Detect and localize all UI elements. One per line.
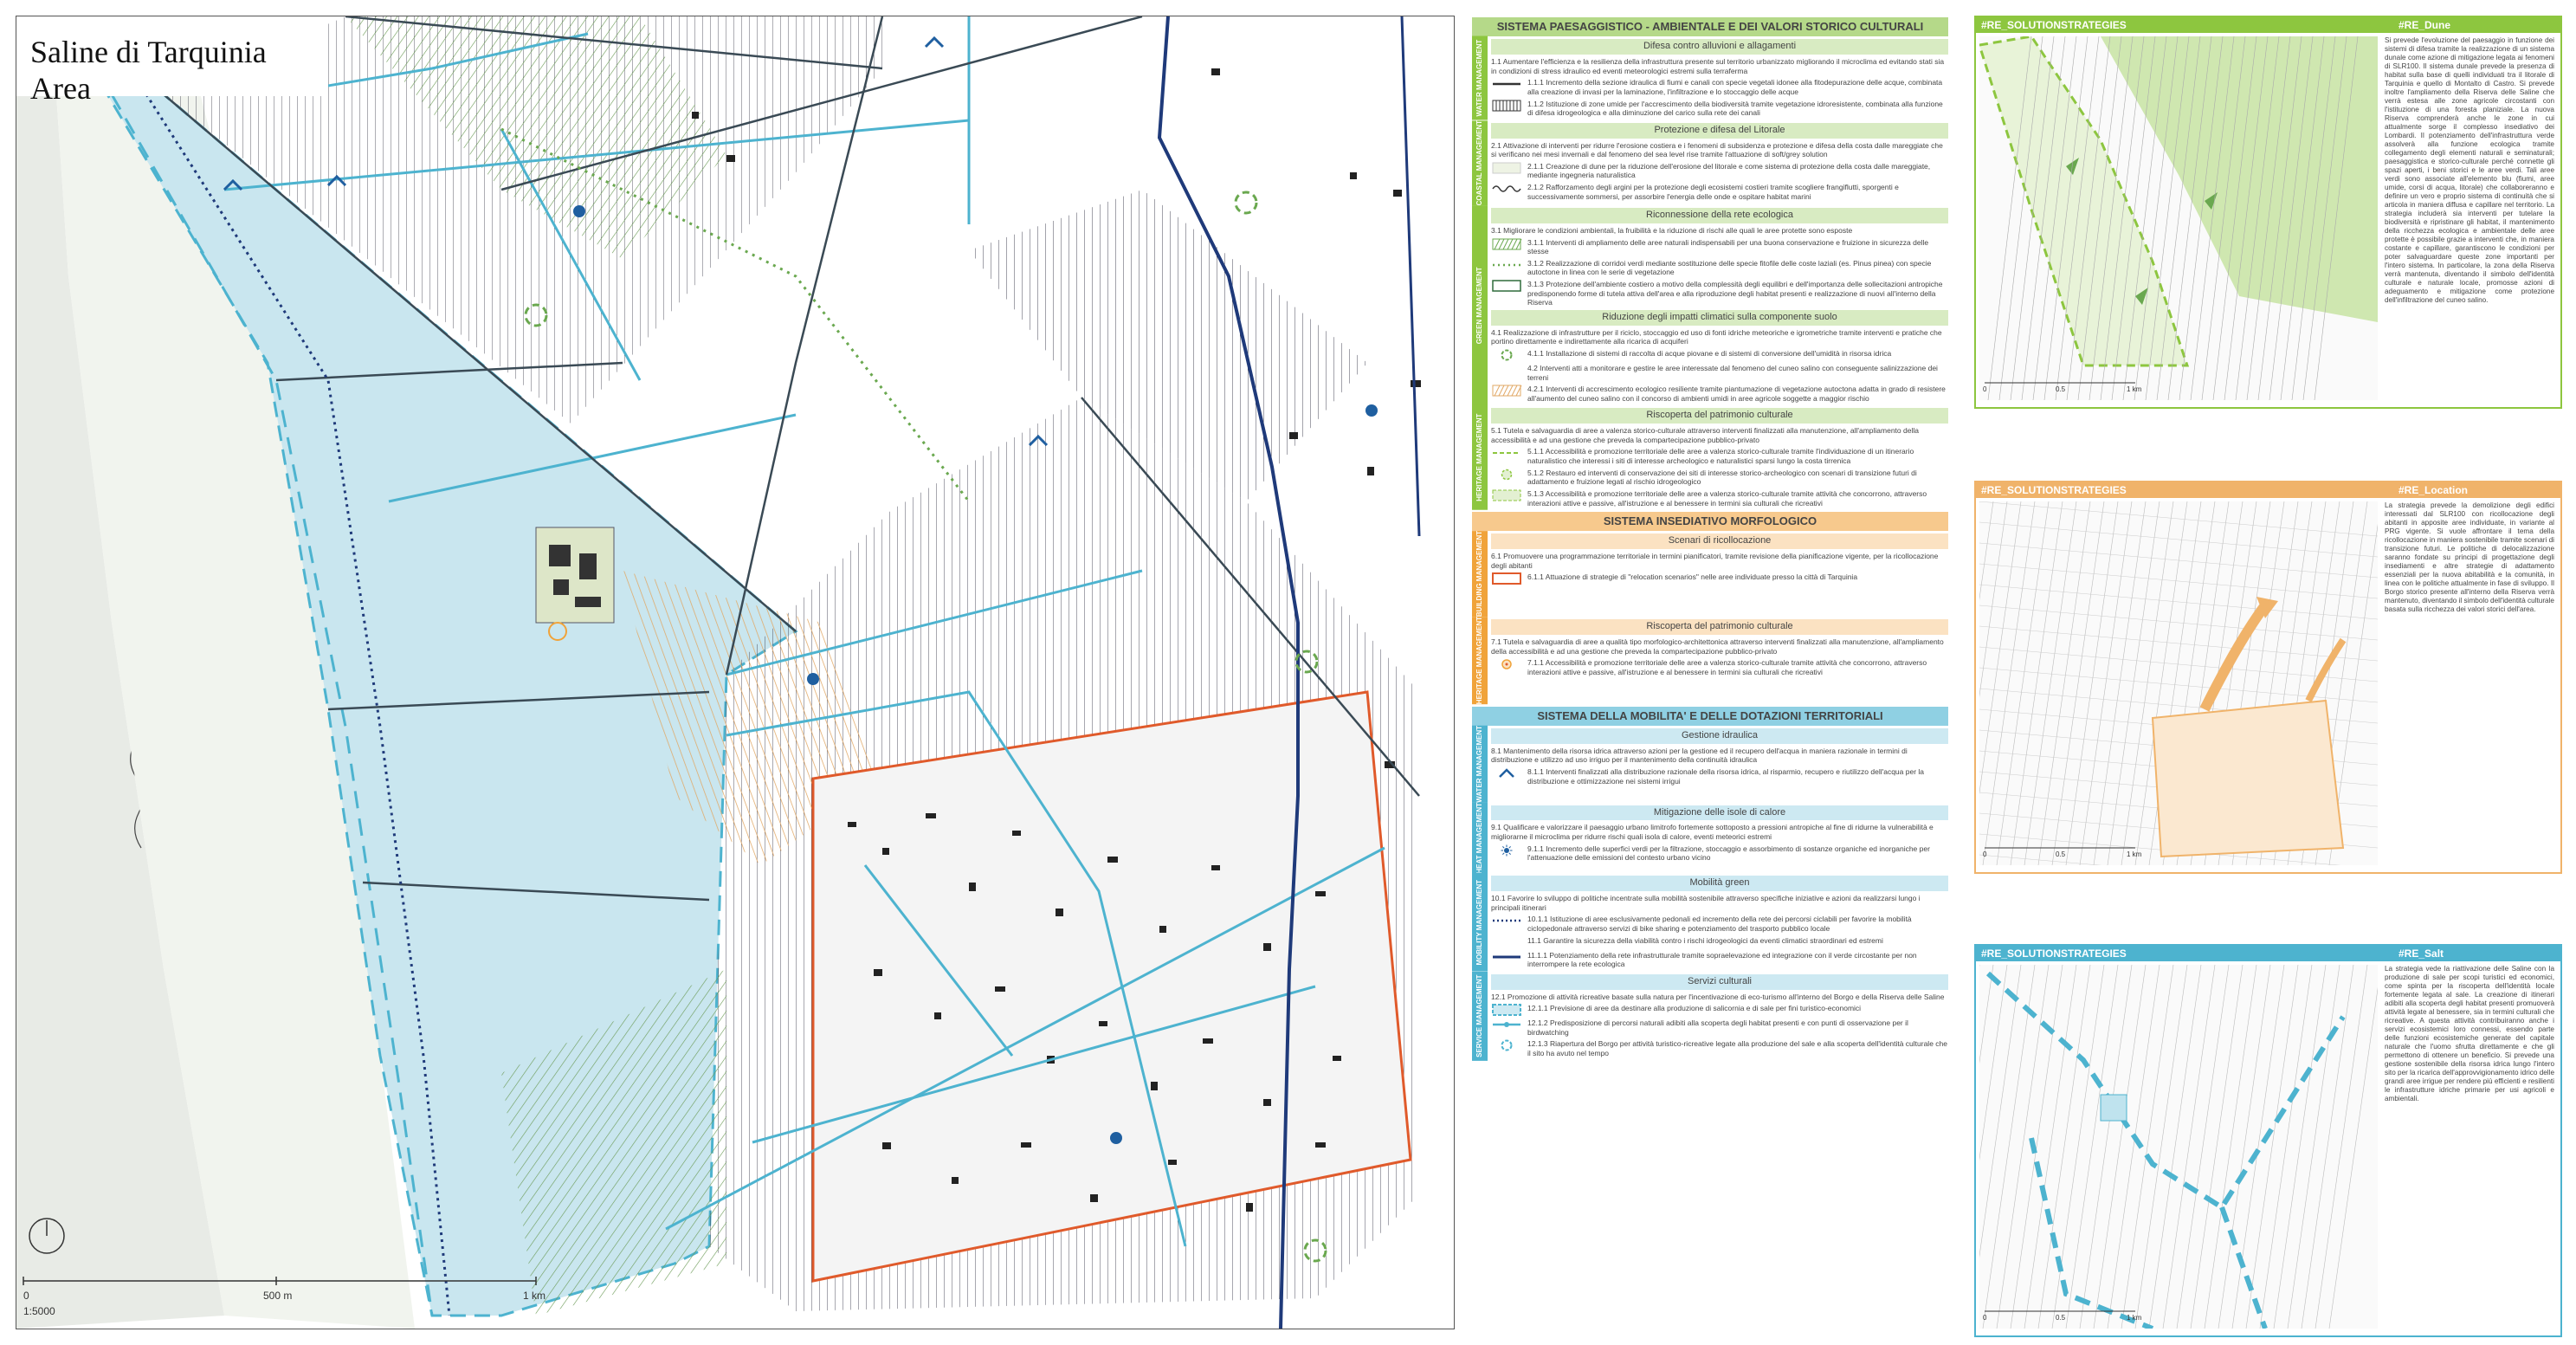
main-map[interactable] [16,16,1455,1329]
legend-item [1491,349,1948,361]
legend-paragraph: 1.1 Aumentare l'efficienza e la resilienza della infrastruttura presente sul territorio urbanizzato migliorando il microclima ed evitando stati sia in condizioni di stress idraulico ed eventi meteorologici estremi sulla terraferma [1491,57,1945,75]
legend-subheading: Difesa contro alluvioni e allagamenti [1491,39,1948,55]
legend-section [1472,803,1948,874]
legend-subheading: Riduzione degli impatti climatici sulla componente suolo [1491,310,1948,326]
panel-scale-1km: 1 km [2127,1314,2142,1322]
legend-item [1491,767,1948,786]
strategy-panel [1974,481,2562,874]
legend-subheading: Mitigazione delle isole di calore [1491,805,1948,821]
legend-item [1491,100,1948,118]
dots-navy-icon [1491,915,1522,927]
strategy-panel [1974,16,2562,409]
legend-section [1472,405,1948,510]
legend-item [1491,936,1948,948]
legend-item [1491,259,1948,277]
legend-subheading: Riscoperta del patrimonio culturale [1491,619,1948,635]
legend-paragraph: 3.1 Migliorare le condizioni ambientali, la fruibilità e la riduzione di rischi alle quali le aree protette sono esposte [1491,225,1853,235]
legend-item [1491,915,1948,933]
line-dark-icon [1491,78,1522,90]
dhatch-icon [1491,238,1522,250]
legend-paragraph: 7.1 Tutela e salvaguardia di aree a qualità tipo morfologico-architettonica attraverso interventi finalizzati alla manutenzione, all'ampliamento della accessibilità e ad una gestione che preveda la compartecipazione pubblico-privato [1491,637,1944,656]
legend-side-label: GREEN MANAGEMENT [1472,205,1488,405]
legend-subheading: Riconnessione della rete ecologica [1491,208,1948,223]
fill-pale-icon [1491,162,1522,174]
legend-paragraph: 6.1 Promuovere una programmazione territoriale in termini pianificatori, tramite revisione della pianificazione vigente, per la ricollocazione degli abitanti [1491,552,1939,570]
wave-icon [1491,183,1522,195]
sun-icon [1491,844,1522,857]
line-blue-dot-icon [1491,1018,1522,1031]
panel-header [1976,946,2560,961]
scale-label-1km: 1 km [523,1290,546,1302]
legend-side-label: HERITAGE MANAGEMENT [1472,405,1488,510]
panel-description: Si prevede l'evoluzione del paesaggio in funzione dei sistemi di difesa tramite la realizzazione di un sistema dunale come azione di mitigazione legata ai fenomeni di SLR100. Il sistema dunale prevede la presenza di habitat sulla base di quelli individuati tra il litorale di Tarquinia e quello di Montalto di Castro. Si prevede inoltre l'ampliamento della Riserva delle Saline che verrà estesa alle zone agricole circostanti con l'istituzione di una foresta planiziale. La nuova Riserva comprenderà anche le zone in cui attualmente sorge il complesso insediativo dei Lombardi. Il potenziamento dell'infrastruttura verde assolverà alla funzione ecologica tramite collegamento degli elementi naturali e seminaturali; paesaggistica e storico-culturale perché connette gli spazi aperti, i beni storici e le aree verdi. Tali aree verdi sono associate all'elemento blu (fiumi, aree umide, corsi di acqua, litorale) che collaboreranno e definire un vero e proprio sistema di continuità che si articola in maniera diffusa e capillare nel territorio. La strategia includerà sia interventi per tutelare la biodiversità e ripristinare gli habitat, il mantenimento della ricchezza ecologica e ambientale delle aree protette è possibile grazie a interventi che, in maniera costante e capillare, garantiscono le condizioni per poter salvaguardare queste zone importanti per l'intero sistema. In particolare, la zona della Riserva verrà mantenuta, diventando il simbolo dell'identità culturale e naturale locale, promosse azioni di adeguamento e mitigazione come protezione dell'infiltrazione del cuneo salino. [2385,36,2554,304]
legend-item [1491,183,1948,201]
legend-item-text: 11.1 Garantire la sicurezza della viabilità contro i rischi idrogeologici da eventi climatici straordinari ed estremi [1527,935,1883,945]
panel-scale-0: 0 [1983,1314,1987,1322]
legend-item-text: 10.1.1 Istituzione di aree esclusivamente pedonali ed incremento della rete dei percorsi ciclabili per favorire la mobilità ciclopedonale attraverso servizi di bike sharing e potenziamento del trasporto pubblico locale [1527,915,1912,933]
panel-description: La strategia prevede la demolizione degli edifici interessati dal SLR100 con ricollocazione degli abitanti in apposite aree individuate, in variante al PRG vigente. Si vuole affrontare il tema della ricollocazione in maniera sostenibile tramite scenari di transizione futuri. Le politiche di delocalizzazione saranno fondate su principi di progettazione degli insediamenti e altre strategie di adattamento essenziali per la nuova abitabilità e la comunità, in linea con le politiche attualmente in fase di sviluppo. Il Borgo storico presente all'interno della Riserva verrà mantenuto, diventando il simbolo dell'identità culturale basata sulla ricchezza dei valori storici dell'area. [2385,501,2554,613]
panel-map[interactable] [1979,965,2378,1329]
legend-item-text: 1.1.2 Istituzione di zone umide per l'accrescimento della biodiversità tramite vegetazione idroresistente, combinata alla funzione di difesa idrogeologica e alla diminuzione del carico sulla rete dei canali [1527,99,1943,118]
legend-item-text: 5.1.2 Restauro ed interventi di conservazione dei siti di interesse storico-archeologico con scenari di transizione futuri di adattamento e fruizione legati al rischio idrogeologico [1527,468,1917,487]
none-icon [1491,364,1522,376]
line-navy-icon [1491,951,1522,963]
scale-label-500m: 500 m [263,1290,293,1302]
panel-header [1976,17,2560,33]
secondary-road [1402,16,1419,536]
legend-side-label: HEAT MANAGEMENT [1472,803,1488,874]
legend-side-label: SERVICE MANAGEMENT [1472,972,1488,1061]
legend-paragraph: 5.1 Tutela e salvaguardia di aree a valenza storico-culturale attraverso interventi finalizzati alla manutenzione, all'ampliamento della accessibilità e ad una gestione che preveda la compartecipazione pubblico-privato [1491,426,1919,444]
legend-subheading: Servizi culturali [1491,974,1948,990]
legend-section [1472,120,1948,205]
legend-side-label: MOBILITY MANAGEMENT [1472,873,1488,972]
legend-system-header: SISTEMA PAESAGGISTICO - AMBIENTALE E DEI VALORI STORICO CULTURALI [1472,17,1948,36]
map-canvas[interactable] [16,16,1454,1329]
legend-item [1491,658,1948,676]
legend-item-text: 11.1.1 Potenziamento della rete infrastrutturale tramite sopraelevazione ed integrazione con il verde circostante per non interrompere la rete ecologica [1527,950,1917,969]
legend-item-text: 3.1.1 Interventi di ampliamento delle aree naturali indispensabili per una buona conservazione e fruizione in sicurezza delle stesse [1527,237,1929,256]
legend-item-text: 3.1.2 Realizzazione di corridoi verdi mediante sostituzione delle specie fitofile delle coste laziali (es. Pinus pinea) con specie autoctone in linea con le serie di vegetazione [1527,258,1932,277]
legend-item-text: 7.1.1 Accessibilità e promozione territoriale delle aree a valenza storico-culturale tramite attività che concorrono, attraverso interazioni attive e passive, all'istruzione e al benessere in termini sia culturali che ricreativi [1527,658,1927,677]
rect-green-icon [1491,280,1522,292]
legend-section [1472,972,1948,1061]
legend-item-text: 12.1.1 Previsione di aree da destinare alla produzione di salicornia e di sale per fini turistico-economici [1527,1004,1862,1013]
map-title: Saline di Tarquinia Area [16,16,328,96]
panel-map[interactable] [1979,501,2378,865]
panel-header-title: #RE_SOLUTIONSTRATEGIES [1981,947,2127,960]
legend-subheading: Scenari di ricollocazione [1491,533,1948,549]
legend-side-label: WATER MANAGEMENT [1472,36,1488,120]
legend-paragraph: 4.1 Realizzazione di infrastrutture per il riciclo, stoccaggio ed uso di fonti idriche meteoriche e igrometriche tramite interventi e pratiche che portino direttamente e indirettamente alla ricarica di acquiferi [1491,327,1942,346]
panel-scale-half: 0.5 [2056,385,2066,393]
legend-paragraph: 12.1 Promozione di attività ricreative basate sulla natura per l'incentivazione di eco-turismo all'interno del Borgo e della Riserva delle Saline [1491,992,1945,1001]
legend-item-text: 6.1.1 Attuazione di strategie di "relocation scenarios" nelle aree individuate presso la città di Tarquinia [1527,572,1858,582]
legend-subheading: Gestione idraulica [1491,728,1948,744]
legend-item [1491,951,1948,969]
panel-scale-0: 0 [1983,850,1987,858]
legend-item [1491,162,1948,180]
legend-paragraph: 8.1 Mantenimento della risorsa idrica attraverso azioni per la gestione ed il recupero dell'acqua in maniera razionale in termini di distribuzione e utilizzo ad uso irriguo per il mantenimento della continuità idraulica [1491,746,1908,765]
legend-item-text: 1.1.1 Incremento della sezione idraulica di fiumi e canali con specie vegetali idonee alla fitodepurazione delle acque, combinata alla creazione di invasi per la laminazione, l'infiltrazione e lo stoccaggio delle acque [1527,78,1943,96]
strategy-panel [1974,944,2562,1337]
legend-item [1491,280,1948,307]
panel-description: La strategia vede la riattivazione delle Saline con la produzione di sale per scopi turistici ed economici, come spinta per la riscoperta dell'identità locale fortemente legata al sale. La creazione di itinerari adibiti alla scoperta degli habitat presenti promuoverà attività legate al benessere, sia in termini culturali che ricreative. A questa attività contribuiranno anche i servizi ecosistemici loro connessi, essendo parte delle funzioni ecosistemiche generate del capitale naturale che l'uomo sfrutta direttamente e che gli permettono di ottenere un beneficio. Si prevede una gestione sostenibile della risorsa idrica lungo l'intero sito per la ricarica dell'approvvigionamento idrico delle grandi aree irrigue per rendere più efficienti e resilienti le infrastrutture idriche primarie per usi agricoli e ambientali. [2385,965,2554,1103]
legend-item [1491,385,1948,403]
legend-section [1472,873,1948,972]
legend-side-label: COASTAL MANAGEMENT [1472,120,1488,205]
legend-item [1491,1018,1948,1037]
panel-tag: #RE_Salt [2398,947,2444,960]
legend-section [1472,36,1948,120]
chevron-icon [1491,767,1522,779]
panel-scale-0: 0 [1983,385,1987,393]
legend-item [1491,238,1948,256]
legend-section [1472,205,1948,405]
rect-dash-icon [1491,489,1522,501]
scale-label-0: 0 [23,1290,29,1302]
legend-item-text: 4.1.1 Installazione di sistemi di raccolta di acque piovane e di sistemi di conversione dell'umidità in risorsa idrica [1527,348,1892,358]
panel-map[interactable] [1979,36,2378,400]
legend-item [1491,844,1948,863]
legend-paragraph: 2.1 Attivazione di interventi per ridurre l'erosione costiera e i fenomeni di subsidenza e protezione e difesa della costa dalle mareggiate che si verificano nei mesi invernali e dal fenomeno del sea level rise tramite l'attuazione di soft/grey solution [1491,140,1943,159]
legend-item [1491,1039,1948,1057]
panel-tag: #RE_Location [2398,484,2469,496]
legend-item [1491,572,1948,585]
panel-scale-1km: 1 km [2127,385,2142,393]
legend-item [1491,447,1948,465]
panel-tag: #RE_Dune [2398,19,2451,31]
panel-header [1976,482,2560,498]
rect-orange-icon [1491,572,1522,585]
legend-item [1491,489,1948,508]
legend-item-text: 12.1.2 Predisposizione di percorsi naturali adibiti alla scoperta degli habitat presenti e con punti di osservazione per il birdwatching [1527,1018,1908,1037]
legend-subheading: Protezione e difesa del Litorale [1491,123,1948,139]
legend-item-text: 9.1.1 Incremento delle superfici verdi per la filtrazione, stoccaggio e assorbimento di sostanze organiche ed inorganiche per l'attenuazione delle emissioni del contesto urbano vicino [1527,844,1930,863]
legend-item-text: 4.2.1 Interventi di accrescimento ecologico resiliente tramite piantumazione di vegetazione autoctona adatta in grado di resistere all'aumento del cuneo salino con il concorso di ambienti umidi in aree agricole soggette a maggior rischio [1527,385,1946,403]
legend-item-text: 12.1.3 Riapertura del Borgo per attività turistico-ricreative legate alla produzione del sale e alla scoperta dell'identità culturale che il sito ha avuto nel tempo [1527,1039,1947,1058]
legend-side-label: WATER MANAGEMENT [1472,726,1488,803]
legend-side-label: HERITAGE MANAGEMENT [1472,617,1488,704]
legend-item [1491,78,1948,96]
none-icon [1491,936,1522,948]
rect-blue-icon [1491,1004,1522,1016]
legend-item-text: 2.1.2 Rafforzamento degli argini per la protezione degli ecosistemi costieri tramite scogliere frangiflutti, sporgenti e successivamente sommersi, per assorbire l'energia delle onde e ospitare habitat marini [1527,183,1899,201]
circle-dash-icon [1491,469,1522,481]
legend-side-label: BUILDING MANAGEMENT [1472,531,1488,617]
legend-item-text: 3.1.3 Protezione dell'ambiente costiero a motivo della complessità degli equilibri e dell'importanza delle sollecitazioni antropiche predisponendo forme di tutela attiva dell'area e alla riproduzione degli habitat presenti e realizzazione di nuovi all'interno della Riserva [1527,280,1943,307]
dash-green-icon [1491,447,1522,459]
scale-ratio: 1:5000 [23,1305,55,1317]
legend-item-text: 4.2 Interventi atti a monitorare e gestire le aree interessate dal fenomeno del cuneo salino con conseguente salinizzazione dei terreni [1527,363,1938,382]
borgo-salt-works [536,527,614,640]
panel-header-title: #RE_SOLUTIONSTRATEGIES [1981,19,2127,31]
recycle-blue-icon [1491,1039,1522,1051]
dots-green-icon [1491,259,1522,271]
legend-system-header: SISTEMA DELLA MOBILITA' E DELLE DOTAZIONI TERRITORIALI [1472,707,1948,726]
legend-item-text: 2.1.1 Creazione di dune per la riduzione dell'erosione del litorale e come sistema di protezione della costa dalle mareggiate, mediante ingegneria naturalistica [1527,161,1931,180]
circle-orange-icon [1491,658,1522,670]
panel-scale-half: 0.5 [2056,1314,2066,1322]
legend-paragraph: 10.1 Favorire lo sviluppo di politiche incentrate sulla mobilità sostenibile attraverso specifiche iniziative e azioni da realizzarsi lungo i principali itinerari [1491,894,1921,912]
legend-item-text: 5.1.1 Accessibilità e promozione territoriale delle aree a valenza storico-culturale tramite l'individuazione di un itinerario naturalistico che interessi i siti di interesse archeologico e naturalistici sparsi lungo la costa tirrenica [1527,447,1914,465]
legend [1472,16,1948,1263]
vhatch-icon [1491,100,1522,112]
ohatch-icon [1491,385,1522,397]
legend-item [1491,1004,1948,1016]
legend-item [1491,469,1948,487]
panel-header-title: #RE_SOLUTIONSTRATEGIES [1981,484,2127,496]
legend-section [1472,617,1948,704]
legend-section [1472,726,1948,803]
legend-item [1491,364,1948,382]
legend-system-header: SISTEMA INSEDIATIVO MORFOLOGICO [1472,512,1948,531]
legend-paragraph: 9.1 Qualificare e valorizzare il paesaggio urbano limitrofo fortemente sottoposto a pressioni antropiche al fine di ridurne la vulnerabilità e migliorarne il microclima per ridurre rischi quali isola di calore, eventi meteorici estremi [1491,823,1934,842]
legend-subheading: Mobilità green [1491,876,1948,891]
legend-subheading: Riscoperta del patrimonio culturale [1491,408,1948,424]
panel-scale-1km: 1 km [2127,850,2142,858]
recycle-icon [1491,349,1522,361]
legend-section [1472,531,1948,617]
panel-scale-half: 0.5 [2056,850,2066,858]
legend-item-text: 5.1.3 Accessibilità e promozione territoriale delle aree a valenza storico-culturale tramite attività che concorrono, attraverso interazioni attive e passive, all'istruzione e al benessere in termini sia culturali che ricreativi [1527,488,1927,508]
legend-item-text: 8.1.1 Interventi finalizzati alla distribuzione razionale della risorsa idrica, al risparmio, recupero e riutilizzo dell'acqua per la distribuzione e ottimizzazione nei sistemi irrigui [1527,766,1925,786]
